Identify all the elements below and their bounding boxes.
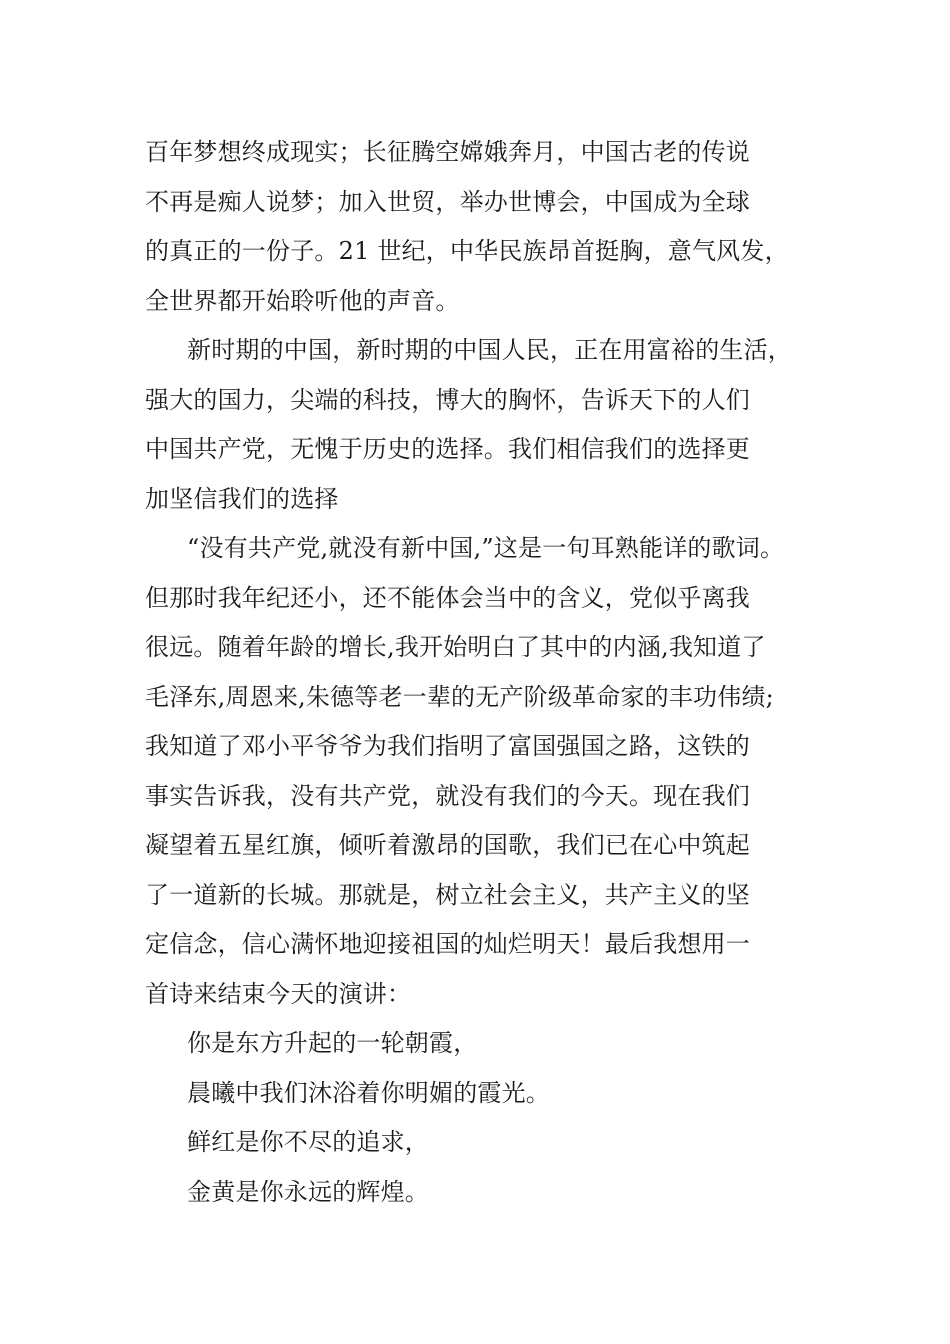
- text-line: 的真正的一份子。21 世纪，中华民族昂首挺胸，意气风发，: [145, 237, 789, 265]
- text-line: 事实告诉我，没有共产党，就没有我们的今天。现在我们: [145, 781, 750, 810]
- text-line: 但那时我年纪还小，还不能体会当中的含义，党似乎离我: [145, 583, 750, 612]
- text-line: 很远。随着年龄的增长,我开始明白了其中的内涵,我知道了: [145, 633, 766, 661]
- text-line: 首诗来结束今天的演讲：: [145, 979, 412, 1008]
- text-line: 中国共产党，无愧于历史的选择。我们相信我们的选择更: [145, 435, 750, 463]
- text-line: 百年梦想终成现实；长征腾空嫦娥奔月，中国古老的传说: [145, 138, 750, 166]
- text-line: 不再是痴人说梦；加入世贸，举办世博会，中国成为全球: [145, 187, 750, 216]
- poem-line: 你是东方升起的一轮朝霞，: [187, 1029, 478, 1057]
- text-line: 定信念，信心满怀地迎接祖国的灿烂明天！最后我想用一: [145, 930, 750, 958]
- text-line: 我知道了邓小平爷爷为我们指明了富国强国之路，这铁的: [145, 732, 750, 760]
- paragraph-1: [145, 128, 835, 326]
- text-line: “没有共产党,就没有新中国,”这是一句耳熟能详的歌词。: [187, 534, 785, 562]
- text-line: 加坚信我们的选择: [145, 484, 339, 513]
- poem: [145, 1019, 835, 1217]
- paragraph-2: [145, 326, 835, 524]
- text-line: 凝望着五星红旗，倾听着激昂的国歌，我们已在心中筑起: [145, 831, 750, 859]
- document-body: [145, 128, 835, 1217]
- text-line: 全世界都开始聆听他的声音。: [145, 286, 460, 315]
- poem-line: 鲜红是你不尽的追求，: [187, 1128, 429, 1156]
- text-line: 毛泽东,周恩来,朱德等老一辈的无产阶级革命家的丰功伟绩;: [145, 682, 774, 711]
- paragraph-3: [145, 524, 835, 1019]
- poem-line: 金黄是你永远的辉煌。: [187, 1177, 429, 1206]
- text-line: 了一道新的长城。那就是，树立社会主义，共产主义的坚: [145, 880, 750, 909]
- text-line: 新时期的中国，新时期的中国人民，正在用富裕的生活，: [187, 336, 792, 364]
- poem-line: 晨曦中我们沐浴着你明媚的霞光。: [187, 1078, 550, 1107]
- text-line: 强大的国力，尖端的科技，博大的胸怀，告诉天下的人们: [145, 385, 750, 414]
